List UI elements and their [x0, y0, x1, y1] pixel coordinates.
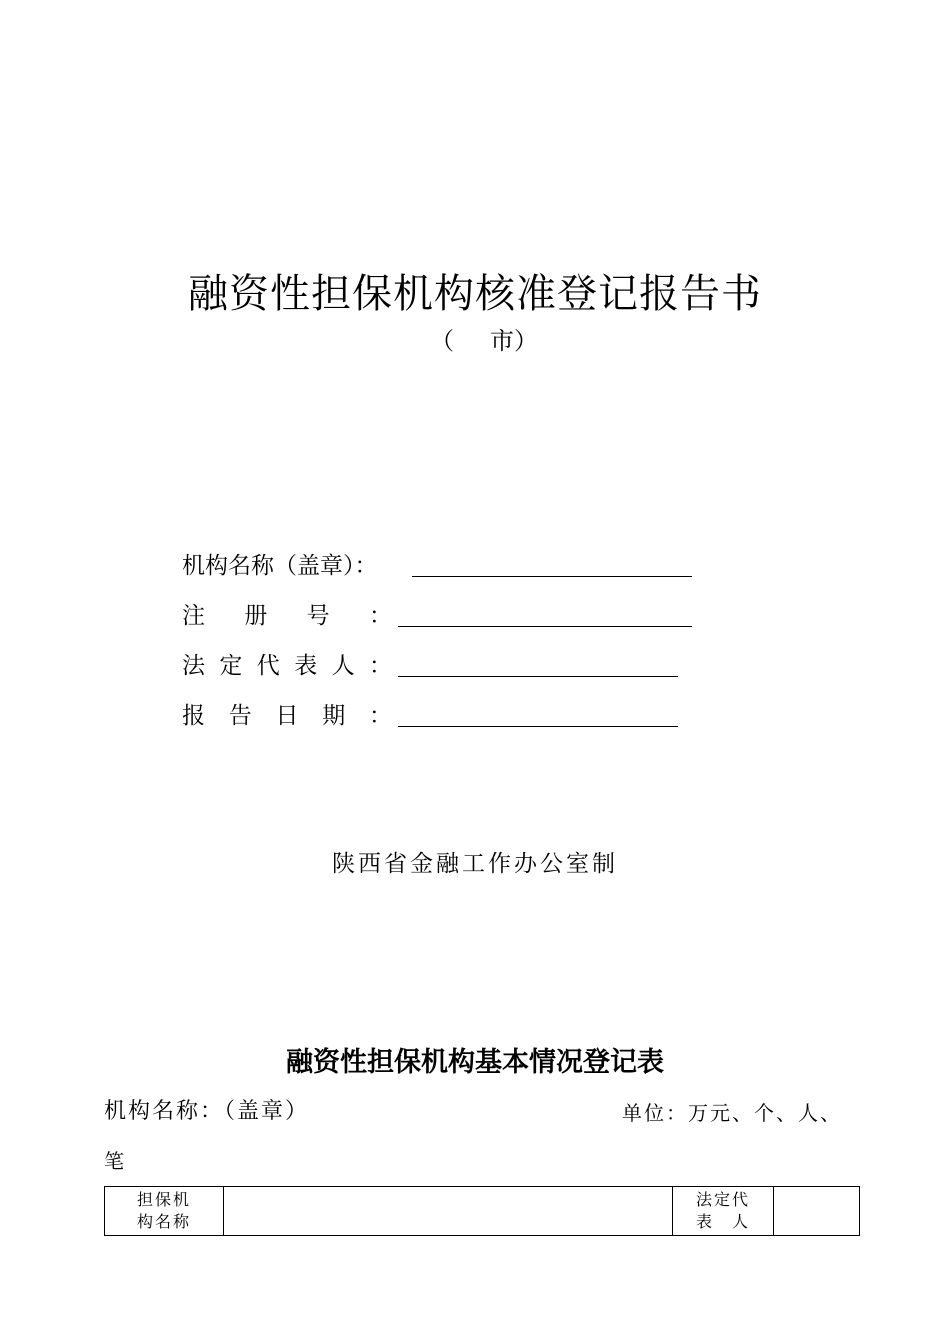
city-line: [430, 325, 538, 357]
org-name-label-line1: 担保机: [136, 1190, 191, 1209]
legal-rep-value-cell[interactable]: [774, 1187, 860, 1236]
field-legal-rep: [182, 648, 392, 684]
field-legal-rep-blank[interactable]: [398, 676, 678, 677]
field-org-name-blank[interactable]: [412, 576, 692, 577]
field-reg-no-blank[interactable]: [398, 626, 692, 627]
org-name-value-cell[interactable]: [224, 1187, 673, 1236]
table-row: [105, 1187, 860, 1236]
legal-rep-label-cell: [673, 1187, 774, 1236]
legal-rep-label-line2: 表 人: [695, 1212, 750, 1231]
field-legal-rep-label: 法定代表人：: [182, 653, 392, 679]
org-name-label-cell: [105, 1187, 224, 1236]
field-org-name: [182, 548, 378, 584]
org-name-label-line2: 构名称: [136, 1212, 191, 1231]
field-org-name-label: 机构名称（盖章）：: [182, 553, 378, 579]
legal-rep-label-line1: 法定代: [695, 1190, 750, 1209]
field-reg-no: [182, 598, 392, 634]
city-label: 市）: [490, 327, 538, 355]
field-report-date-label: 报告日期：: [182, 703, 392, 729]
unit-label: 单位：万元、个、人、: [622, 1101, 842, 1125]
issuer: 陕西省金融工作办公室制: [332, 851, 618, 877]
field-report-date-blank[interactable]: [398, 726, 678, 727]
table-title: 融资性担保机构基本情况登记表: [286, 1047, 664, 1078]
registration-table: [104, 1186, 860, 1236]
city-open-paren: （: [430, 327, 454, 355]
cover-title: 融资性担保机构核准登记报告书: [188, 271, 762, 317]
field-reg-no-label: 注册号：: [182, 603, 392, 629]
unit-label-wrap: 笔: [104, 1149, 124, 1173]
field-report-date: [182, 698, 392, 734]
org-stamp-label: 机构名称：（盖章）: [104, 1099, 310, 1124]
